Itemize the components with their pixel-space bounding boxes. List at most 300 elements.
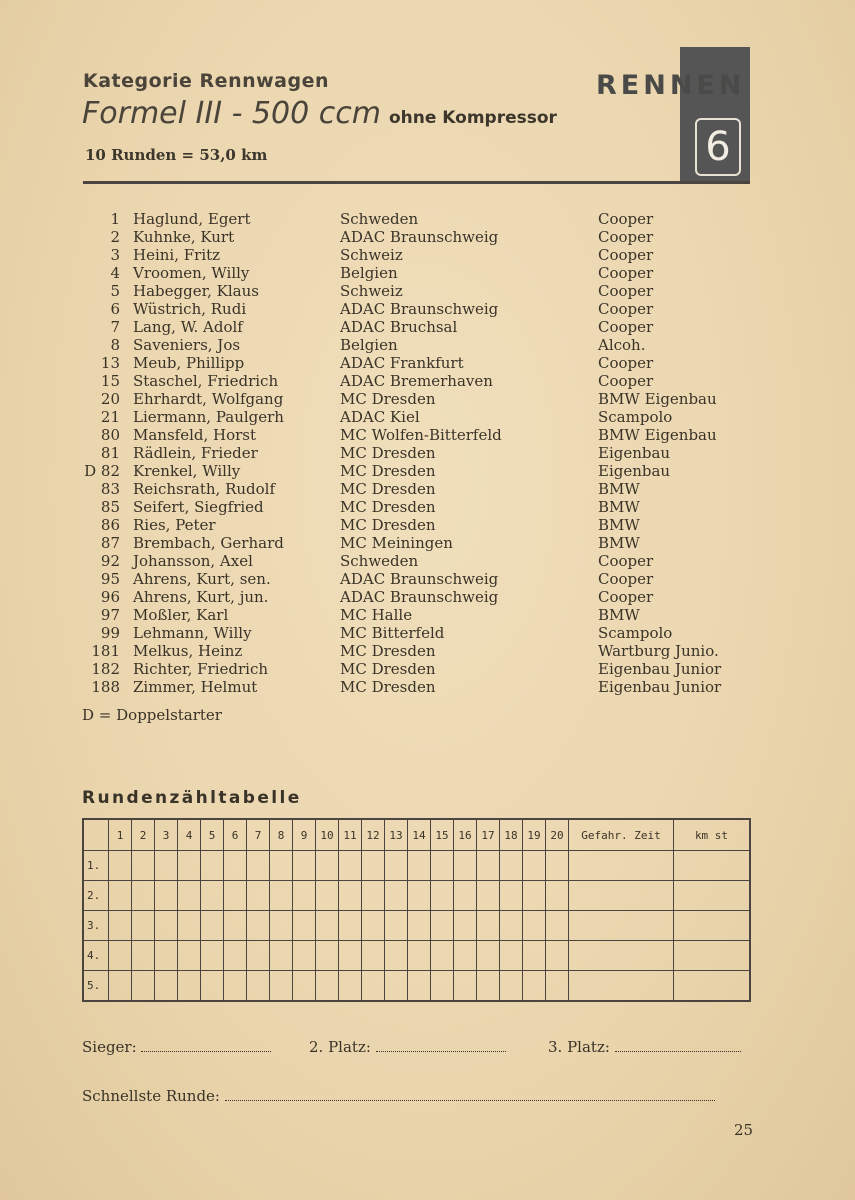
- start-number: 20: [100, 390, 120, 408]
- lap-number-header: 9: [293, 819, 316, 851]
- start-number: 99: [100, 624, 120, 642]
- car-make: Eigenbau: [598, 462, 671, 480]
- lap-cell[interactable]: [385, 911, 408, 941]
- driver-club: MC Bitterfeld: [340, 624, 445, 642]
- lap-cell[interactable]: [408, 971, 431, 1002]
- lap-number-header: 4: [178, 819, 201, 851]
- lap-number-header: 15: [431, 819, 454, 851]
- fastest-lap-label: Schnellste Runde:: [82, 1087, 220, 1105]
- second-place-blank[interactable]: [376, 1037, 506, 1052]
- start-number: 13: [100, 354, 120, 372]
- car-make: Scampolo: [598, 624, 673, 642]
- driver-name: Krenkel, Willy: [133, 462, 241, 480]
- car-make: Cooper: [598, 210, 654, 228]
- category-heading: Kategorie Rennwagen: [83, 70, 330, 92]
- page-number: 25: [734, 1121, 754, 1139]
- formula-heading: [82, 96, 557, 131]
- entry-row: [0, 282, 855, 300]
- entry-row: [0, 678, 855, 696]
- lap-cell[interactable]: [201, 971, 224, 1002]
- place-label: 1.: [83, 851, 109, 881]
- lap-cell[interactable]: [224, 971, 247, 1002]
- entry-row: [0, 462, 855, 480]
- lap-cell[interactable]: [431, 881, 454, 911]
- lap-number-header: 7: [247, 819, 270, 851]
- winner-line: [82, 1037, 271, 1056]
- lap-cell[interactable]: [132, 911, 155, 941]
- lap-cell[interactable]: [500, 941, 523, 971]
- formula-title: Formel III - 500 ccm: [82, 96, 381, 131]
- lap-cell[interactable]: [247, 911, 270, 941]
- driver-club: ADAC Bremerhaven: [340, 372, 493, 390]
- car-make: BMW: [598, 606, 640, 624]
- lap-cell[interactable]: [454, 941, 477, 971]
- speed-cell[interactable]: [674, 941, 751, 971]
- lap-cell[interactable]: [408, 941, 431, 971]
- lap-cell[interactable]: [109, 851, 132, 881]
- driver-club: MC Dresden: [340, 660, 436, 678]
- place-label: 5.: [83, 971, 109, 1002]
- time-cell[interactable]: [569, 971, 674, 1002]
- driver-name: Richter, Friedrich: [133, 660, 268, 678]
- lap-cell[interactable]: [362, 971, 385, 1002]
- entry-row: [0, 426, 855, 444]
- entry-row: [0, 534, 855, 552]
- lap-cell[interactable]: [454, 971, 477, 1002]
- car-make: Cooper: [598, 300, 654, 318]
- car-make: BMW: [598, 498, 640, 516]
- entry-row: [0, 228, 855, 246]
- lap-cell[interactable]: [224, 911, 247, 941]
- lap-cell[interactable]: [178, 851, 201, 881]
- lap-cell[interactable]: [385, 941, 408, 971]
- driver-club: Schweden: [340, 210, 419, 228]
- lap-cell[interactable]: [316, 941, 339, 971]
- lap-cell[interactable]: [523, 851, 546, 881]
- start-number: 21: [100, 408, 120, 426]
- driver-name: Brembach, Gerhard: [133, 534, 284, 552]
- lap-cell[interactable]: [155, 881, 178, 911]
- lap-cell[interactable]: [109, 911, 132, 941]
- driver-name: Kuhnke, Kurt: [133, 228, 235, 246]
- third-place-label: 3. Platz:: [548, 1038, 610, 1056]
- legend-note: D = Doppelstarter: [82, 706, 222, 724]
- lap-number-header: 13: [385, 819, 408, 851]
- fastest-lap-line: [82, 1086, 715, 1105]
- entry-row: [0, 210, 855, 228]
- lap-cell[interactable]: [224, 851, 247, 881]
- driver-club: ADAC Bruchsal: [340, 318, 458, 336]
- driver-club: ADAC Braunschweig: [340, 228, 499, 246]
- driver-club: Belgien: [340, 336, 398, 354]
- race-distance: 10 Runden = 53,0 km: [85, 146, 268, 164]
- car-make: Cooper: [598, 246, 654, 264]
- driver-name: Meub, Phillipp: [133, 354, 245, 372]
- lap-cell[interactable]: [247, 941, 270, 971]
- lap-cell[interactable]: [270, 851, 293, 881]
- car-make: BMW: [598, 534, 640, 552]
- lap-cell[interactable]: [385, 851, 408, 881]
- lap-cell[interactable]: [339, 881, 362, 911]
- lap-cell[interactable]: [454, 881, 477, 911]
- lap-cell[interactable]: [431, 971, 454, 1002]
- lap-cell[interactable]: [178, 881, 201, 911]
- lap-cell[interactable]: [362, 851, 385, 881]
- entry-row: [0, 246, 855, 264]
- driver-name: Ahrens, Kurt, jun.: [133, 588, 269, 606]
- time-cell[interactable]: [569, 911, 674, 941]
- lap-cell[interactable]: [178, 941, 201, 971]
- lap-number-header: 3: [155, 819, 178, 851]
- start-number: 15: [100, 372, 120, 390]
- entry-row: [0, 300, 855, 318]
- third-place-line: [548, 1037, 741, 1056]
- lap-number-header: 17: [477, 819, 500, 851]
- driver-club: MC Dresden: [340, 642, 436, 660]
- driver-name: Vroomen, Willy: [133, 264, 250, 282]
- lap-cell[interactable]: [132, 941, 155, 971]
- entry-row: [0, 588, 855, 606]
- driver-club: Schweiz: [340, 282, 403, 300]
- lap-cell[interactable]: [408, 851, 431, 881]
- lap-number-header: 5: [201, 819, 224, 851]
- speed-cell[interactable]: [674, 851, 751, 881]
- entry-row: [0, 354, 855, 372]
- lap-cell[interactable]: [155, 941, 178, 971]
- lap-cell[interactable]: [201, 881, 224, 911]
- lap-table-header: [83, 819, 750, 851]
- driver-name: Staschel, Friedrich: [133, 372, 279, 390]
- lap-cell[interactable]: [201, 911, 224, 941]
- car-make: Cooper: [598, 588, 654, 606]
- driver-club: ADAC Braunschweig: [340, 300, 499, 318]
- car-make: Cooper: [598, 354, 654, 372]
- lap-cell[interactable]: [477, 971, 500, 1002]
- car-make: BMW Eigenbau: [598, 426, 717, 444]
- winner-label: Sieger:: [82, 1038, 137, 1056]
- driver-club: ADAC Braunschweig: [340, 588, 499, 606]
- lap-cell[interactable]: [316, 881, 339, 911]
- start-number: 86: [100, 516, 120, 534]
- lap-number-header: 6: [224, 819, 247, 851]
- lap-cell[interactable]: [109, 971, 132, 1002]
- lap-cell[interactable]: [132, 851, 155, 881]
- lap-cell[interactable]: [408, 881, 431, 911]
- driver-name: Wüstrich, Rudi: [133, 300, 247, 318]
- second-place-line: [309, 1037, 506, 1056]
- start-number: D 82: [84, 462, 120, 480]
- lap-cell[interactable]: [155, 851, 178, 881]
- start-number: 92: [100, 552, 120, 570]
- driver-name: Johansson, Axel: [133, 552, 253, 570]
- lap-number-header: 10: [316, 819, 339, 851]
- entry-row: [0, 480, 855, 498]
- driver-club: MC Dresden: [340, 444, 436, 462]
- lap-cell[interactable]: [247, 851, 270, 881]
- driver-name: Ries, Peter: [133, 516, 216, 534]
- lap-cell[interactable]: [362, 881, 385, 911]
- driver-name: Liermann, Paulgerh: [133, 408, 284, 426]
- time-cell[interactable]: [569, 881, 674, 911]
- speed-cell[interactable]: [674, 911, 751, 941]
- lap-number-header: 14: [408, 819, 431, 851]
- car-make: BMW Eigenbau: [598, 390, 717, 408]
- lap-cell[interactable]: [155, 911, 178, 941]
- lap-number-header: 2: [132, 819, 155, 851]
- driver-name: Reichsrath, Rudolf: [133, 480, 276, 498]
- start-number: 8: [110, 336, 120, 354]
- start-number: 2: [110, 228, 120, 246]
- lap-cell[interactable]: [293, 851, 316, 881]
- lap-cell[interactable]: [224, 881, 247, 911]
- car-make: BMW: [598, 480, 640, 498]
- time-cell[interactable]: [569, 851, 674, 881]
- lap-table-row: [83, 851, 750, 881]
- entry-row: [0, 624, 855, 642]
- header-divider: [83, 181, 750, 184]
- driver-name: Ehrhardt, Wolfgang: [133, 390, 284, 408]
- lap-cell[interactable]: [155, 971, 178, 1002]
- lap-cell[interactable]: [546, 971, 569, 1002]
- lap-cell[interactable]: [178, 971, 201, 1002]
- entry-row: [0, 660, 855, 678]
- table-corner: [83, 819, 109, 851]
- driver-club: Schweden: [340, 552, 419, 570]
- car-make: Wartburg Junio.: [598, 642, 719, 660]
- lap-table-row: [83, 881, 750, 911]
- lap-cell[interactable]: [293, 881, 316, 911]
- driver-name: Haglund, Egert: [133, 210, 251, 228]
- lap-number-header: 8: [270, 819, 293, 851]
- lap-cell[interactable]: [523, 881, 546, 911]
- car-make: Cooper: [598, 228, 654, 246]
- lap-cell[interactable]: [477, 881, 500, 911]
- lap-count-table: [82, 818, 751, 1002]
- start-number: 87: [100, 534, 120, 552]
- driver-name: Saveniers, Jos: [133, 336, 241, 354]
- lap-cell[interactable]: [247, 971, 270, 1002]
- lap-cell[interactable]: [132, 881, 155, 911]
- lap-table-row: [83, 971, 750, 1002]
- start-number: 95: [100, 570, 120, 588]
- car-make: BMW: [598, 516, 640, 534]
- start-number: 4: [110, 264, 120, 282]
- driver-club: MC Dresden: [340, 480, 436, 498]
- lap-table-row: [83, 941, 750, 971]
- entry-row: [0, 318, 855, 336]
- driver-name: Melkus, Heinz: [133, 642, 243, 660]
- lap-cell[interactable]: [293, 971, 316, 1002]
- speed-header: km st: [674, 819, 751, 851]
- lap-cell[interactable]: [454, 851, 477, 881]
- entry-row: [0, 390, 855, 408]
- race-number: 6: [695, 118, 741, 176]
- driver-club: MC Dresden: [340, 678, 436, 696]
- driver-name: Moßler, Karl: [133, 606, 229, 624]
- lap-cell[interactable]: [385, 881, 408, 911]
- driver-club: ADAC Frankfurt: [340, 354, 464, 372]
- lap-cell[interactable]: [546, 851, 569, 881]
- lap-number-header: 20: [546, 819, 569, 851]
- driver-name: Seifert, Siegfried: [133, 498, 264, 516]
- lap-cell[interactable]: [224, 941, 247, 971]
- lap-cell[interactable]: [500, 911, 523, 941]
- entry-row: [0, 516, 855, 534]
- entry-row: [0, 552, 855, 570]
- car-make: Alcoh.: [598, 336, 646, 354]
- start-number: 7: [110, 318, 120, 336]
- formula-suffix: ohne Kompressor: [388, 108, 557, 128]
- start-number: 80: [100, 426, 120, 444]
- lap-cell[interactable]: [408, 911, 431, 941]
- car-make: Cooper: [598, 552, 654, 570]
- driver-club: MC Dresden: [340, 516, 436, 534]
- driver-club: MC Dresden: [340, 390, 436, 408]
- driver-name: Mansfeld, Horst: [133, 426, 257, 444]
- winner-blank[interactable]: [141, 1037, 271, 1052]
- lap-cell[interactable]: [339, 911, 362, 941]
- car-make: Cooper: [598, 570, 654, 588]
- entry-row: [0, 264, 855, 282]
- start-number: 81: [100, 444, 120, 462]
- start-number: 181: [91, 642, 120, 660]
- start-number: 182: [91, 660, 120, 678]
- lap-cell[interactable]: [270, 881, 293, 911]
- lap-cell[interactable]: [431, 851, 454, 881]
- car-make: Cooper: [598, 282, 654, 300]
- car-make: Cooper: [598, 318, 654, 336]
- lap-cell[interactable]: [362, 911, 385, 941]
- start-number: 5: [110, 282, 120, 300]
- driver-name: Lehmann, Willy: [133, 624, 252, 642]
- lap-cell[interactable]: [201, 941, 224, 971]
- entry-row: [0, 498, 855, 516]
- fastest-lap-blank[interactable]: [225, 1086, 715, 1101]
- driver-club: Belgien: [340, 264, 398, 282]
- lap-cell[interactable]: [339, 941, 362, 971]
- lap-number-header: 12: [362, 819, 385, 851]
- lap-table-title: Rundenzähltabelle: [82, 788, 302, 808]
- entry-row: [0, 642, 855, 660]
- lap-number-header: 1: [109, 819, 132, 851]
- driver-club: MC Wolfen-Bitterfeld: [340, 426, 502, 444]
- lap-cell[interactable]: [270, 971, 293, 1002]
- lap-cell[interactable]: [523, 911, 546, 941]
- entry-row: [0, 606, 855, 624]
- driver-club: ADAC Braunschweig: [340, 570, 499, 588]
- driver-club: MC Meiningen: [340, 534, 453, 552]
- speed-cell[interactable]: [674, 971, 751, 1002]
- lap-cell[interactable]: [109, 881, 132, 911]
- car-make: Cooper: [598, 372, 654, 390]
- driver-name: Ahrens, Kurt, sen.: [133, 570, 271, 588]
- place-label: 4.: [83, 941, 109, 971]
- lap-cell[interactable]: [270, 911, 293, 941]
- driver-club: MC Dresden: [340, 498, 436, 516]
- lap-cell[interactable]: [477, 851, 500, 881]
- car-make: Scampolo: [598, 408, 673, 426]
- lap-cell[interactable]: [316, 971, 339, 1002]
- lap-cell[interactable]: [500, 971, 523, 1002]
- lap-cell[interactable]: [385, 971, 408, 1002]
- lap-cell[interactable]: [431, 941, 454, 971]
- lap-cell[interactable]: [362, 941, 385, 971]
- lap-cell[interactable]: [546, 881, 569, 911]
- lap-cell[interactable]: [270, 941, 293, 971]
- driver-club: MC Dresden: [340, 462, 436, 480]
- lap-cell[interactable]: [523, 941, 546, 971]
- entry-row: [0, 336, 855, 354]
- lap-cell[interactable]: [523, 971, 546, 1002]
- lap-cell[interactable]: [500, 881, 523, 911]
- driver-name: Zimmer, Helmut: [133, 678, 258, 696]
- lap-number-header: 18: [500, 819, 523, 851]
- driver-club: Schweiz: [340, 246, 403, 264]
- third-place-blank[interactable]: [615, 1037, 741, 1052]
- speed-cell[interactable]: [674, 881, 751, 911]
- lap-cell[interactable]: [132, 971, 155, 1002]
- lap-cell[interactable]: [431, 911, 454, 941]
- lap-number-header: 16: [454, 819, 477, 851]
- start-number: 188: [91, 678, 120, 696]
- lap-cell[interactable]: [293, 911, 316, 941]
- lap-number-header: 11: [339, 819, 362, 851]
- lap-cell[interactable]: [201, 851, 224, 881]
- entry-row: [0, 444, 855, 462]
- lap-cell[interactable]: [109, 941, 132, 971]
- start-number: 1: [110, 210, 120, 228]
- lap-cell[interactable]: [500, 851, 523, 881]
- car-make: Eigenbau: [598, 444, 671, 462]
- entry-row: [0, 570, 855, 588]
- driver-name: Heini, Fritz: [133, 246, 221, 264]
- lap-number-header: 19: [523, 819, 546, 851]
- lap-cell[interactable]: [339, 971, 362, 1002]
- lap-cell[interactable]: [477, 911, 500, 941]
- lap-cell[interactable]: [316, 851, 339, 881]
- race-label: RENNEN: [596, 70, 746, 101]
- entry-list: [0, 210, 855, 696]
- time-cell[interactable]: [569, 941, 674, 971]
- place-label: 2.: [83, 881, 109, 911]
- lap-cell[interactable]: [546, 941, 569, 971]
- start-number: 3: [110, 246, 120, 264]
- lap-cell[interactable]: [477, 941, 500, 971]
- start-number: 96: [100, 588, 120, 606]
- lap-cell[interactable]: [316, 911, 339, 941]
- driver-club: ADAC Kiel: [340, 408, 420, 426]
- lap-cell[interactable]: [546, 911, 569, 941]
- lap-cell[interactable]: [339, 851, 362, 881]
- lap-cell[interactable]: [247, 881, 270, 911]
- start-number: 85: [100, 498, 120, 516]
- driver-name: Rädlein, Frieder: [133, 444, 258, 462]
- driver-name: Lang, W. Adolf: [133, 318, 243, 336]
- car-make: Cooper: [598, 264, 654, 282]
- lap-cell[interactable]: [178, 911, 201, 941]
- start-number: 83: [100, 480, 120, 498]
- place-label: 3.: [83, 911, 109, 941]
- second-place-label: 2. Platz:: [309, 1038, 371, 1056]
- start-number: 6: [110, 300, 120, 318]
- driver-club: MC Halle: [340, 606, 413, 624]
- lap-cell[interactable]: [293, 941, 316, 971]
- lap-cell[interactable]: [454, 911, 477, 941]
- car-make: Eigenbau Junior: [598, 660, 722, 678]
- driver-name: Habegger, Klaus: [133, 282, 259, 300]
- entry-row: [0, 408, 855, 426]
- time-header: Gefahr. Zeit: [569, 819, 674, 851]
